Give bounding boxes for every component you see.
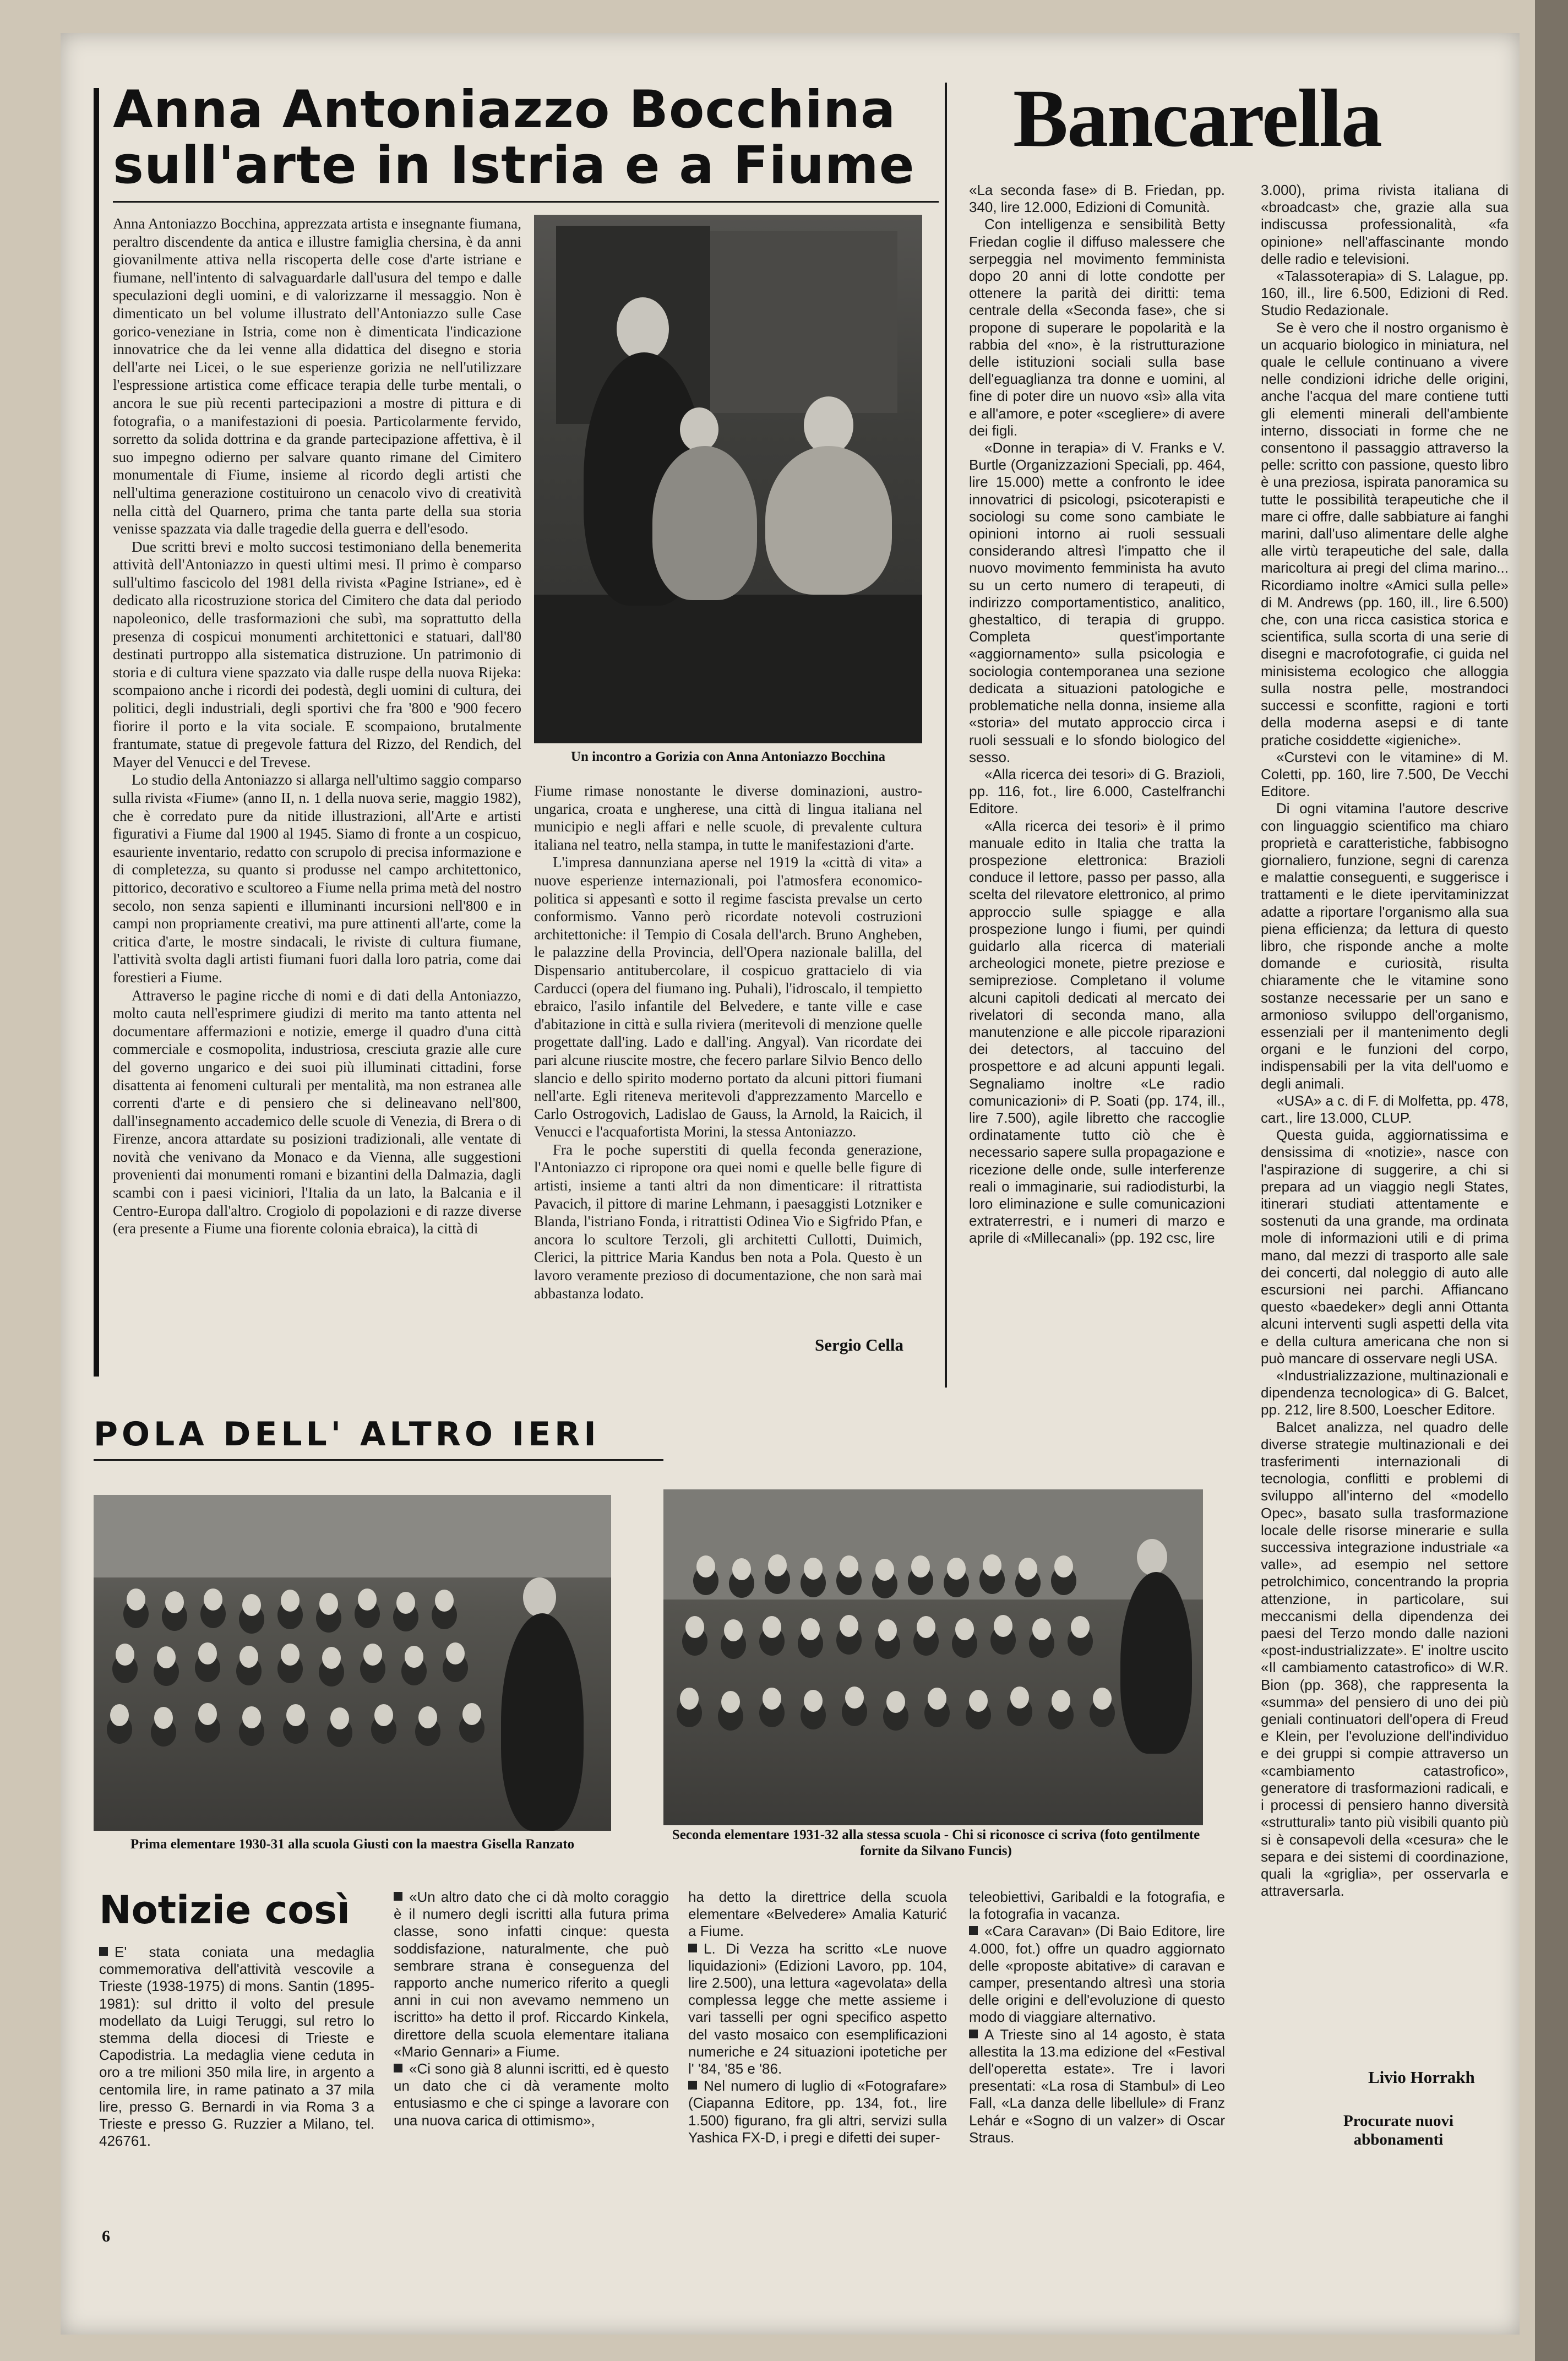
notizie-column-3 xyxy=(688,1889,947,2146)
review-entry: «Industrializzazione, multinazionali e dipendenza tecnologica» di G. Balcet, pp. 212, lire 8.500, Loescher Editore. xyxy=(1261,1367,1509,1418)
bullet-square-icon xyxy=(394,1892,402,1901)
headline-rule xyxy=(113,201,939,203)
news-item: «Ci sono già 8 alunni iscritti, ed è questo un dato che ci dà veramente molto entusiasmo e che ci spinge a lavorare con una nuova carica di ottimismo», xyxy=(394,2060,669,2129)
notizie-column-4 xyxy=(969,1889,1225,2146)
news-item: A Trieste sino al 14 agosto, è stata allestita la 13.ma edizione del «Festival dell'operetta estate». Tre i lavori presentati: «La rosa di Stambul» di Leo Fall, «La danza delle libellule» di Franz Lehár e «Sogno di un valzer» di Oscar Straus. xyxy=(969,2026,1225,2146)
notizie-headline: Notizie così xyxy=(99,1887,350,1933)
review-entry: Balcet analizza, nel quadro delle diverse strategie multinazionali e dei trasferimenti internazionali di tecnologia, conflitti e problemi di sviluppo all'interno del «modello Opec», basato sulla trasformazione locale delle risorse minerarie e sulla successiva integrazione industriale «a valle», ad esempio nel settore petrolchimico, concentrando la propria attenzione, in particolare, sui meccanismi della dipendenza dei paesi del Terzo mondo dalle nazioni «post-industrializzate». E' inoltre uscito «Il cambiamento catastrofico» di W.R. Bion (pp. 368), che rappresenta la «summa» del pensiero di uno dei più geniali continuatori dell'opera di Freud e Klein, per l'evoluzione dell'individuo e dei gruppi si compie attraverso un «cambiamento catastrofico», generatore di trasformazioni radicali, e i processi di pensiero hanno diversità «strutturali» tanto più visibili quanto più si è consapevoli della «cesura» che le separa e dei sistemi di coordinazione, quali la «griglia», per osservarla e attraversarla. xyxy=(1261,1418,1509,1900)
photo-caption: Un incontro a Gorizia con Anna Antoniazzo Bocchina xyxy=(570,749,886,764)
news-item: teleobiettivi, Garibaldi e la fotografia, e la fotografia in vacanza. xyxy=(969,1889,1225,1923)
news-item: E' stata coniata una medaglia commemorativa dell'attività vescovile a Trieste (1938-1975) di mons. Santin (1895-1981): sul dritto il volto del presule modellato da Luigi Teruggi, sul retro lo stemma della diocesi di Trieste e Capodistria. La medaglia viene ceduta in oro a tre milioni 350 mila lire, in argento a centomila lire, in rame patinato a 37 mila lire, presso G. Bernardi in via Roma 3 a Trieste e presso G. Ruzzier a Milano, tel. 426761. xyxy=(99,1944,374,2150)
news-item: ha detto la direttrice della scuola elementare «Belvedere» Amalia Katurić a Fiume. xyxy=(688,1889,947,1940)
article-paragraph: Anna Antoniazzo Bocchina, apprezzata artista e insegnante fiumana, peraltro discendente da antica e illustre famiglia chersina, è da anni giovanilmente attiva nella riscoperta delle cose d'arte istriane e fiumane, nell'intento di salvaguardarle dall'usura del tempo e dalle speculazioni degli uomini, e di valorizzarne il messaggio. Non è dimenticato un bel volume illustrato dell'Antoniazzo sulle Case gorico-veneziane in Istria, come non è dimenticata l'indicazione innovatrice che da lei venne alla didattica del disegno e storia dell'arte nei Licei, o le sue esperienze gorizia ne nell'utilizzare l'espressione artistica come efficace terapia delle turbe mentali, o ancora le sue più recenti partecipazioni a mostre di pittura e di fotografia, o a manifestazioni di poesia. Particolarmente fervido, sorretto da solida dottrina e da grande partecipazione affettiva, è il suo impegno odierno per salvare quanto rimane del Cimitero monumentale di Fiume, insieme al ricordo degli artisti che nell'ultima generazione costituirono un cenacolo vivo di creatività nella città del Quarnero, prima che tanta parte della sua storia venisse spazzata via dalle tragedie della guerra e dell'esodo. xyxy=(113,215,521,537)
review-entry: Se è vero che il nostro organismo è un acquario biologico in miniatura, nel quale le cellule continuano a vivere nelle condizioni idriche delle origini, anche l'acqua del mare contiene tutti gli elementi minerali dell'ambiente interno, dissociati in forme che ne consentono il passaggio attraverso la pelle: scritto con passione, questo libro è una preziosa, ispirata panoramica su tutte le possibilità terapeutiche che il mare ci offre, dalle sabbiature ai fanghi marini, dall'uso alimentare delle alghe alle virtù terapeutiche del sale, dalla maricoltura ai pregi del clima marino... Ricordiamo inoltre «Amici sulla pelle» di M. Andrews (pp. 160, ill., lire 6.500) che, con una ricca casistica storica e scientifica, sulla scorta di una serie di disegni e macrofotografie, ci guida nel minisistema ecologico che alloggia sulla nostra pelle, mostrandoci successi e sconfitte, ragioni e torti della moderna asepsi e di tante pratiche cosiddette «igieniche». xyxy=(1261,319,1509,748)
pola-headline: POLA DELL' ALTRO IERI xyxy=(94,1415,600,1454)
review-entry: «USA» a c. di F. di Molfetta, pp. 478, cart., lire 13.000, CLUP. xyxy=(1261,1092,1509,1126)
notizie-column-1 xyxy=(99,1944,374,2150)
bancarella-byline: Livio Horrakh xyxy=(1368,2068,1475,2087)
review-entry: Con intelligenza e sensibilità Betty Friedan coglie il diffuso malessere che serpeggia nel movimento femminista dopo 20 anni di lotte condotte per ottenere la parità dei diritti: tema centrale della «Seconda fase», che si propone di superare le popolarità e la rabbia del «no», è la ristrutturazione delle istituzioni sociali sulla base dell'eguaglianza tra donne e uomini, al fine di poter dire un nuovo «sì» alla vita e all'amore, e poter «scegliere» di avere dei figli. xyxy=(969,216,1225,439)
review-entry: 3.000), prima rivista italiana di «broadcast» che, grazie alla sua indiscussa professionalità, «fa opinione» nell'affascinante mondo delle radio e televisioni. xyxy=(1261,182,1509,267)
photo-caption-left: Prima elementare 1930-31 alla scuola Giusti con la maestra Gisella Ranzato xyxy=(130,1837,575,1852)
news-item: L. Di Vezza ha scritto «Le nuove liquidazioni» (Edizioni Lavoro, pp. 104, lire 2.500), una lettura «agevolata» della complessa legge che mette assieme i vari tasselli per ogni specifico aspetto del vasto mosaico con esemplificazioni numeriche e 24 situazioni ipotetiche per l' '84, '85 e '86. xyxy=(688,1940,947,2077)
review-entry: «La seconda fase» di B. Friedan, pp. 340, lire 12.000, Edizioni di Comunità. xyxy=(969,182,1225,216)
review-entry: «Alla ricerca dei tesori» è il primo manuale edito in Italia che tratta la prospezione elettronica: Brazioli conduce il lettore, passo per passo, alla scelta del rilevatore elettronico, al primo approccio sulle spiagge e alla prospezione lungo i fiumi, per quindi guidarlo alla ricerca di materiali archeologici monete, pietre preziose e semipreziose. Completano il volume alcuni capitoli dedicati al mercato dei rivelatori di seconda mano, alla manutenzione e alle piccole riparazioni dei detectors, al taccuino del prospettore e ad alcuni appunti legali. Segnaliamo inoltre «Le radio comunicazioni» di P. Soati (pp. 174, ill., lire 7.500), agile libretto che raccoglie ordinatamente tutto ciò che è necessario sapere sulla propagazione e ricezione delle onde, sulle interferenze reali o immaginarie, sui radiodisturbi, la loro eliminazione e sulle comunicazioni extraterrestri, e i numeri di marzo e aprile di «Millecanali» (pp. 192 csc, lire xyxy=(969,817,1225,1247)
review-entry: «Alla ricerca dei tesori» di G. Brazioli, pp. 116, fot., lire 6.000, Castelfranchi Editore. xyxy=(969,765,1225,817)
review-entry: «Talassoterapia» di S. Lalague, pp. 160, ill., lire 6.500, Edizioni di Red. Studio Redazionale. xyxy=(1261,268,1509,319)
review-entry: Questa guida, aggiornatissima e densissima di «notizie», nasce con l'aspirazione di suggerire, a chi si prepara ad un viaggio negli States, itinerari studiati attentamente e sostenuti da una grande, ma ordinata mole di informazioni utili e di prima mano, dal mezzi di trasporto alle sale dei concerti, dal noleggio di auto alle escursioni nei parchi. Affiancano questo «baedeker» degli anni Ottanta alcuni interventi sugli aspetti della vita e della cultura americana che non si può mancare di osservare negli USA. xyxy=(1261,1127,1509,1367)
article-paragraph: Attraverso le pagine ricche di nomi e di dati della Antoniazzo, molto cauta nell'esprimere giudizi di merito ma tanto attenta nel documentare affermazioni e notizie, emerge il quadro d'una città commerciale e cosmopolita, industriosa, cresciuta grazie alle cure del governo ungarico e dei suoi più illuminati cittadini, forse disattenta ai fenomeni culturali per mentalità, ma non estranea alle correnti d'arte e di pensiero che si delineavano nell'800, dall'insegnamento accademico delle scuole di Venezia, di Brera o di Firenze, ancora attardate su posizioni tradizionali, alle ventate di novità che venivano da Monaco e da Vienna, alle suggestioni provenienti dai monumenti romani e bizantini della Dalmazia, dagli scambi con i paesi viciniori, l'Italia da un lato, la Balcania e il Centro-Europa dall'altro. Crogiolo di popolazioni e di razze diverse (era presente a Fiume una fiorente colonia ebraica), la città di xyxy=(113,987,521,1237)
bancarella-column-2 xyxy=(1261,182,1509,2054)
review-entry: «Curstevi con le vitamine» di M. Coletti, pp. 160, lire 7.500, De Vecchi Editore. xyxy=(1261,748,1509,800)
bullet-square-icon xyxy=(969,2030,978,2038)
article-byline: Sergio Cella xyxy=(815,1335,903,1354)
headline-line-2: sull'arte in Istria e a Fiume xyxy=(113,135,915,195)
gorizia-meeting-photo xyxy=(534,215,922,743)
article-paragraph: Lo studio della Antoniazzo si allarga nell'ultimo saggio comparso sulla rivista «Fiume» (anno II, n. 1 della nuova serie, maggio 1982), che è corredato pure da nitide illustrazioni, all'Arte e artisti figurativi a Fiume dal 1900 al 1945. Siamo di fronte a un cospicuo, esauriente inventario, redatto con scrupolo di precisa informazione e di completezza, su quanto si produsse nel campo architettonico, pittorico, decorativo e scultoreo a Fiume nella prima metà del nostro secolo, non senza sapienti e illuminanti incursioni nell'800 e in campi non propriamente creativi, ma pure attinenti all'arte, come la critica d'arte, le mostre sindacali, le riviste di cultura fiumane, l'attività svolta dagli artisti fiumani fuori dalla loro patria, come dai forestieri a Fiume. xyxy=(113,771,521,986)
article-paragraph: Fra le poche superstiti di quella feconda generazione, l'Antoniazzo ci ripropone ora quei nomi e quelle belle figure di artisti, insieme a tanti altri da non dimenticare: il ritrattista Pavacich, il pittore di marine Lehmann, i paesaggisti Lotzniker e Blanda, l'istriano Fonda, i ritrattisti Odinea Vio e Sigfrido Pfan, e ancora lo scultore Terzoli, gli architetti Cullotti, Duimich, Clerici, la pittrice Maria Kandus ben nota a Pola. Questo è un lavoro veramente prezioso di documentazione, che non sarà mai abbastanza lodato. xyxy=(534,1141,922,1302)
bancarella-headline: Bancarella xyxy=(1013,73,1381,164)
review-entry: Di ogni vitamina l'autore descrive con linguaggio scientifico ma chiaro proprietà e caratteristiche, fabbisogno giornaliero, funzione, segni di carenza e malattie conseguenti, e suggerisce i trattamenti e le diete ipervitaminizzat adatte a riportare l'organismo alla sua piena efficienza; da lettura di questo libro, che risponde anche a molte domande e curiosità, risulta chiaramente che le vitamine sono sostanze necessarie per un sano e armonioso sviluppo dell'organismo, essenziali per il mantenimento degli organi e le funzioni del corpo, indispensabili per la vita dell'uomo e degli animali. xyxy=(1261,800,1509,1092)
article-headline xyxy=(113,80,939,195)
photo-caption-right: Seconda elementare 1931-32 alla stessa scuola - Chi si riconosce ci scriva (foto gentilmente fornite da Silvano Funcis) xyxy=(672,1827,1200,1858)
school-class-1931-photo xyxy=(663,1489,1203,1825)
bullet-square-icon xyxy=(688,1944,697,1952)
headline-line-1: Anna Antoniazzo Bocchina xyxy=(113,80,896,140)
subscription-promo: Procurate nuovi abbonamenti xyxy=(1343,2112,1454,2148)
article-paragraph: L'impresa dannunziana aperse nel 1919 la «città di vita» a nuove esperienze internazionali, poi l'atmosfera economico-politica si appesantì e sotto il regime fascista prevalse un certo conformismo. Vanno però ricordate notevoli costruzioni architettoniche: il Tempio di Cosala dell'arch. Bruno Angheben, le palazzine della Provincia, dell'Opera nazionale balilla, del Dispensario antitubercolare, il cospicuo grattacielo di via Carducci (opera del fiumano ing. Puhali), l'idroscalo, il tempietto ebraico, l'asilo infantile del Belvedere, e tante ville e case d'abitazione in città e sulla riviera (meritevoli di menzione quelle progettate dall'ing. Lado e dall'ing. Angyal). Van ricordate dei pari alcune riuscite mostre, che fecero parlare Silvio Benco dello slancio e dello spirito moderno portato da alcuni pittori fiumani nell'arte. Egli riteneva meritevoli d'apprezzamento Marcello e Carlo Ostrogovich, Ladislao de Gauss, la Arnold, la Raicich, il Venucci e l'acquafortista Morini, la stessa Antoniazzo. xyxy=(534,854,922,1140)
news-item: «Un altro dato che ci dà molto coraggio è il numero degli iscritti alla futura prima classe, sono infatti cinque: questa soddisfazione, naturalmente, che può sembrare strana è conseguenza del rapporto anche numerico riferito a quegli anni in cui non avevamo nemmeno un iscritto» ha detto il prof. Riccardo Kinkela, direttore della scuola elementare italiana «Mario Gennari» a Fiume. xyxy=(394,1889,669,2060)
review-entry: «Donne in terapia» di V. Franks e V. Burtle (Organizzazioni Speciali, pp. 464, lire 15.000) mette a confronto le idee innovatrici di psicologi, psicoterapisti e sociologi su come sono cambiate le opinioni intorno ai ruoli sessuali considerando altresì l'impatto che il nuovo movimento femminista ha avuto su un certo numero di terapeuti, di indirizzo comportamentistico, analitico, ghestaltico, di terapia di gruppo. Completa quest'importante «aggiornamento» sulla psicologia e sociologia contemporanea una sezione dedicata a situazioni patologiche e problematiche nella donna, insieme alla «storia» del mutato approccio circa i ruoli sessuali e lo sfondo biologico del sesso. xyxy=(969,439,1225,765)
bullet-square-icon xyxy=(969,1926,978,1935)
bullet-square-icon xyxy=(99,1947,108,1956)
right-edge-strip xyxy=(1535,0,1568,2361)
article-left-bar xyxy=(94,88,99,1377)
news-item: Nel numero di luglio di «Fotografare» (Ciapanna Editore, pp. 134, fot., lire 1.500) figurano, fra gli altri, servizi sulla Yashica FX-D, i pregi e difetti dei super- xyxy=(688,2077,947,2146)
notizie-column-2 xyxy=(394,1889,669,2129)
bullet-square-icon xyxy=(394,2064,402,2072)
article-paragraph: Fiume rimase nonostante le diverse dominazioni, austro-ungarica, croata e ungherese, una città di lingua italiana nel municipio e negli affari e nelle scuole, di prevalente cultura italiana nel teatro, nella stampa, in tutte le manifestazioni d'arte. xyxy=(534,782,922,853)
article-column-2 xyxy=(534,782,922,1310)
school-class-1930-photo xyxy=(94,1495,611,1831)
article-column-1 xyxy=(113,215,521,1382)
page-number: 6 xyxy=(102,2227,110,2245)
article-paragraph: Due scritti brevi e molto succosi testimoniano della benemerita attività dell'Antoniazzo in questi ultimi mesi. Il primo è comparso sull'ultimo fascicolo del 1981 della rivista «Pagine Istriane», ed è dedicato alla ricostruzione storica del Cimitero che data dal periodo napoleonico, delle trasformazioni che subì, ma soprattutto della presenza di cospicui monumenti architettonici e statuari, dall'80 destinati purtroppo alla sistematica distruzione. Un patrimonio di storia e di cultura viene spazzato via dalle ruspe della nuova Rijeka: scompaiono anche i ricordi dei podestà, degli uomini di cultura, dei politici, degli industriali, degli sportivi che fra '800 e '900 fecero fiorire il porto e la vita sociale. E scompaiono, brutalmente frantumate, statue di pregevole fattura del Rizzo, del Rendich, del Mayer del Venucci e del Trevese. xyxy=(113,538,521,770)
pola-rule xyxy=(94,1459,663,1461)
news-item: «Cara Caravan» (Di Baio Editore, lire 4.000, fot.) offre un quadro aggiornato delle «proposte abitative» di caravan e camper, presentando altresì una storia delle origini e dell'evoluzione di questo modo di viaggiare alternativo. xyxy=(969,1923,1225,2026)
column-divider xyxy=(945,83,947,1388)
bullet-square-icon xyxy=(688,2081,697,2090)
